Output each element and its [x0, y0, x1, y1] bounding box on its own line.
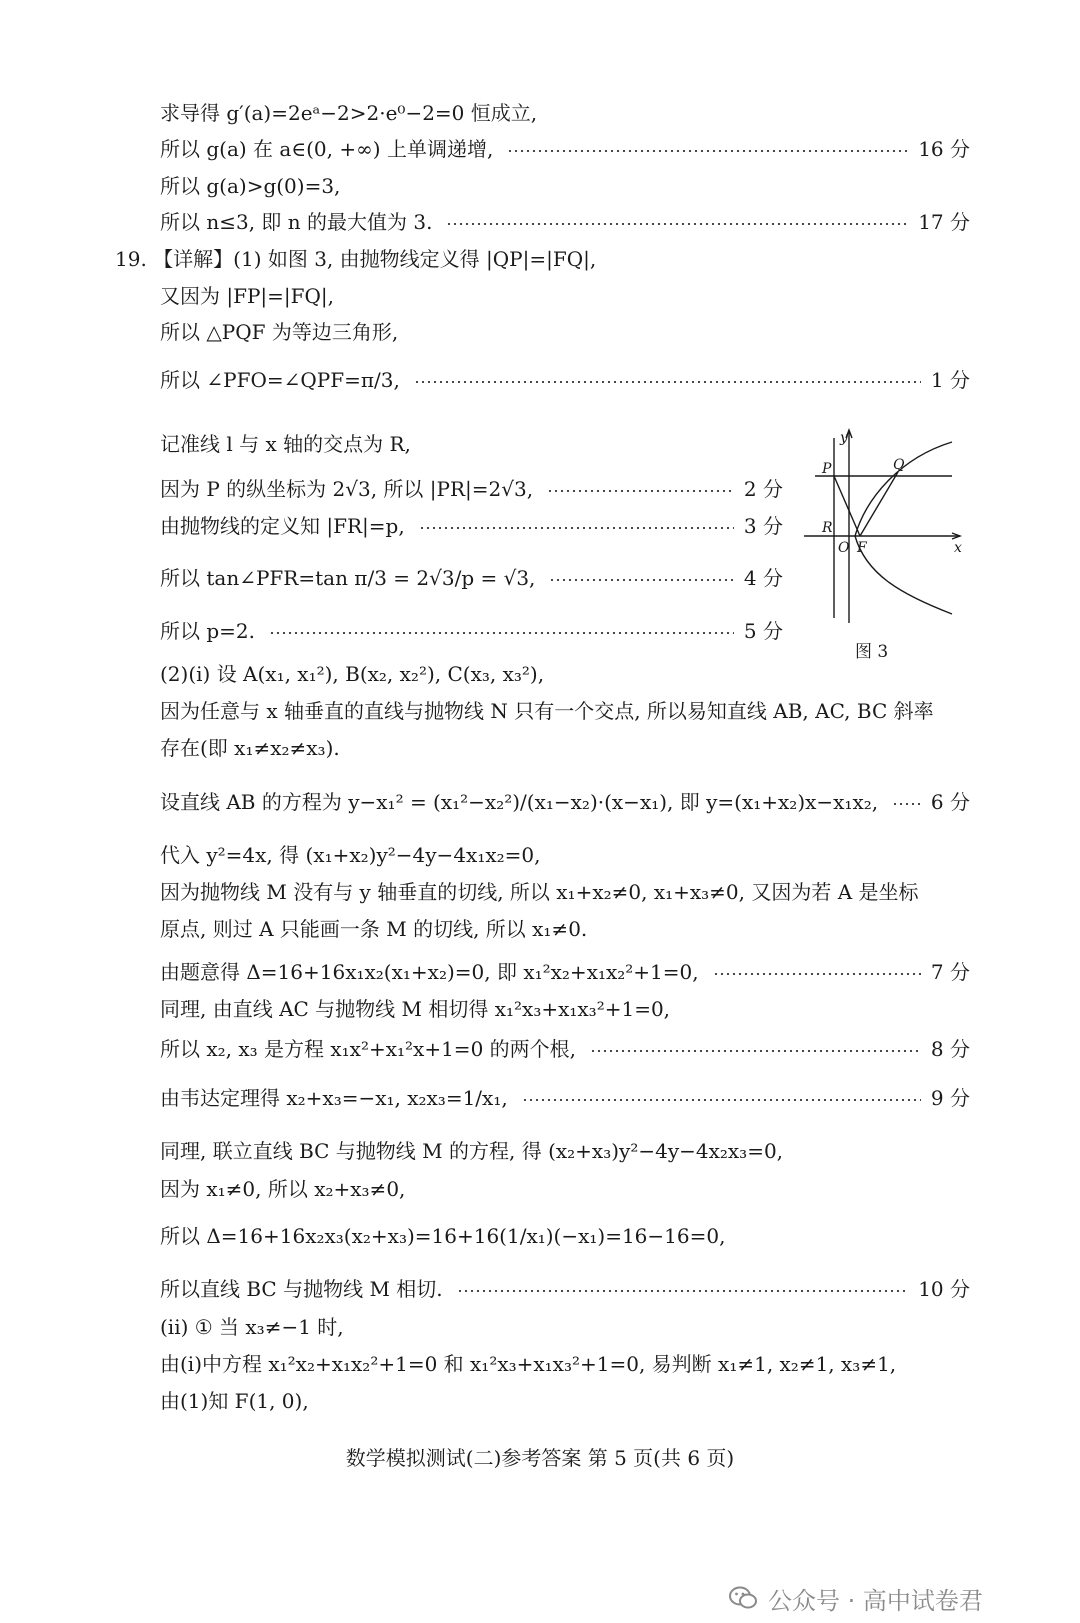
score-mark: 5 分 — [743, 619, 783, 643]
label-r: R — [822, 520, 833, 536]
dot-leader — [547, 490, 734, 492]
solution-line: 因为任意与 x 轴垂直的直线与抛物线 N 只有一个交点, 所以易知直线 AB, AC, BC 斜率 — [160, 699, 934, 723]
solution-line: 所以 tan∠PFR=tan π/3 = 2√3/p = √3, 4 分 — [160, 560, 783, 596]
solution-line: 设直线 AB 的方程为 y−x₁² = (x₁²−x₂²)/(x₁−x₂)·(x−x₁), 即 y=(x₁+x₂)x−x₁x₂, 6 分 — [160, 784, 970, 820]
solution-line: 所以 ∠PFO=∠QPF=π/3, 1 分 — [160, 362, 970, 398]
dot-leader — [549, 579, 733, 581]
score-mark: 9 分 — [930, 1086, 970, 1110]
dot-leader — [269, 632, 734, 634]
solution-line: 原点, 则过 A 只能画一条 M 的切线, 所以 x₁≠0. — [160, 917, 588, 941]
dot-leader — [446, 223, 908, 225]
score-mark: 1 分 — [930, 368, 970, 392]
label-o: O — [838, 540, 850, 556]
label-q: Q — [893, 457, 905, 473]
dot-leader — [419, 527, 734, 529]
page-footer: 数学模拟测试(二)参考答案 第 5 页(共 6 页) — [345, 1446, 735, 1470]
score-mark: 16 分 — [918, 137, 970, 161]
solution-line: 求导得 g′(a)=2eᵃ−2>2·e⁰−2=0 恒成立, — [160, 101, 538, 125]
solution-line: 由(i)中方程 x₁²x₂+x₁x₂²+1=0 和 x₁²x₃+x₁x₃²+1=0, 易判断 x₁≠1, x₂≠1, x₃≠1, — [160, 1352, 897, 1376]
dot-leader — [892, 803, 921, 805]
figure-caption: 图 3 — [855, 642, 889, 662]
segment-pf — [834, 476, 860, 536]
label-f: F — [857, 540, 867, 556]
solution-line: 所以 p=2. 5 分 — [160, 613, 783, 649]
score-mark: 7 分 — [930, 960, 970, 984]
solution-line: 代入 y²=4x, 得 (x₁+x₂)y²−4y−4x₁x₂=0, — [160, 843, 541, 867]
label-x: x — [954, 540, 962, 556]
solution-line: 所以 g(a)>g(0)=3, — [160, 174, 341, 198]
score-mark: 3 分 — [743, 514, 783, 538]
dot-leader — [713, 973, 921, 975]
solution-line: 所以 n≤3, 即 n 的最大值为 3. 17 分 — [160, 204, 970, 240]
solution-line: 记准线 l 与 x 轴的交点为 R, — [160, 432, 411, 456]
figure-3-parabola — [800, 428, 965, 628]
label-y: y — [840, 430, 848, 446]
solution-line: 由(1)知 F(1, 0), — [160, 1389, 309, 1413]
problem-19-heading: 19. 【详解】(1) 如图 3, 由抛物线定义得 |QP|=|FQ|, — [115, 247, 597, 271]
solution-line: (2)(i) 设 A(x₁, x₁²), B(x₂, x₂²), C(x₃, x₃²), — [160, 662, 545, 686]
score-mark: 4 分 — [743, 566, 783, 590]
solution-line: 因为抛物线 M 没有与 y 轴垂直的切线, 所以 x₁+x₂≠0, x₁+x₃≠0, 又因为若 A 是坐标 — [160, 880, 919, 904]
solution-line: 存在(即 x₁≠x₂≠x₃). — [160, 736, 340, 760]
dot-leader — [522, 1099, 921, 1101]
solution-line: (ii) ① 当 x₃≠−1 时, — [160, 1315, 344, 1339]
watermark-text: 公众号 · 高中试卷君 — [768, 1586, 983, 1615]
solution-line: 由韦达定理得 x₂+x₃=−x₁, x₂x₃=1/x₁, 9 分 — [160, 1080, 970, 1116]
solution-line: 所以 x₂, x₃ 是方程 x₁x²+x₁²x+1=0 的两个根, 8 分 — [160, 1031, 970, 1067]
score-mark: 8 分 — [930, 1037, 970, 1061]
solution-line: 同理, 联立直线 BC 与抛物线 M 的方程, 得 (x₂+x₃)y²−4y−4x₂x₃=0, — [160, 1139, 784, 1163]
watermark — [728, 1582, 983, 1614]
solution-line: 因为 P 的纵坐标为 2√3, 所以 |PR|=2√3, 2 分 — [160, 471, 783, 507]
solution-line: 所以 g(a) 在 a∈(0, +∞) 上单调递增, 16 分 — [160, 131, 970, 167]
dot-leader — [507, 150, 908, 152]
dot-leader — [590, 1050, 921, 1052]
wechat-icon — [728, 1585, 758, 1611]
segment-fq — [860, 472, 898, 536]
solution-line: 因为 x₁≠0, 所以 x₂+x₃≠0, — [160, 1177, 406, 1201]
solution-line: 所以直线 BC 与抛物线 M 相切. 10 分 — [160, 1271, 970, 1307]
score-mark: 6 分 — [930, 790, 970, 814]
score-mark: 17 分 — [918, 210, 970, 234]
solution-line: 同理, 由直线 AC 与抛物线 M 相切得 x₁²x₃+x₁x₃²+1=0, — [160, 997, 671, 1021]
dot-leader — [457, 1290, 909, 1292]
solution-line: 所以 △PQF 为等边三角形, — [160, 320, 399, 344]
solution-line: 由题意得 Δ=16+16x₁x₂(x₁+x₂)=0, 即 x₁²x₂+x₁x₂²+1=0, 7 分 — [160, 954, 970, 990]
dot-leader — [414, 381, 921, 383]
solution-line: 由抛物线的定义知 |FR|=p, 3 分 — [160, 508, 783, 544]
label-p: P — [822, 461, 832, 477]
solution-line: 又因为 |FP|=|FQ|, — [160, 284, 335, 308]
score-mark: 10 分 — [918, 1277, 970, 1301]
solution-line: 所以 Δ=16+16x₂x₃(x₂+x₃)=16+16(1/x₁)(−x₁)=16−16=0, — [160, 1224, 726, 1248]
score-mark: 2 分 — [743, 477, 783, 501]
